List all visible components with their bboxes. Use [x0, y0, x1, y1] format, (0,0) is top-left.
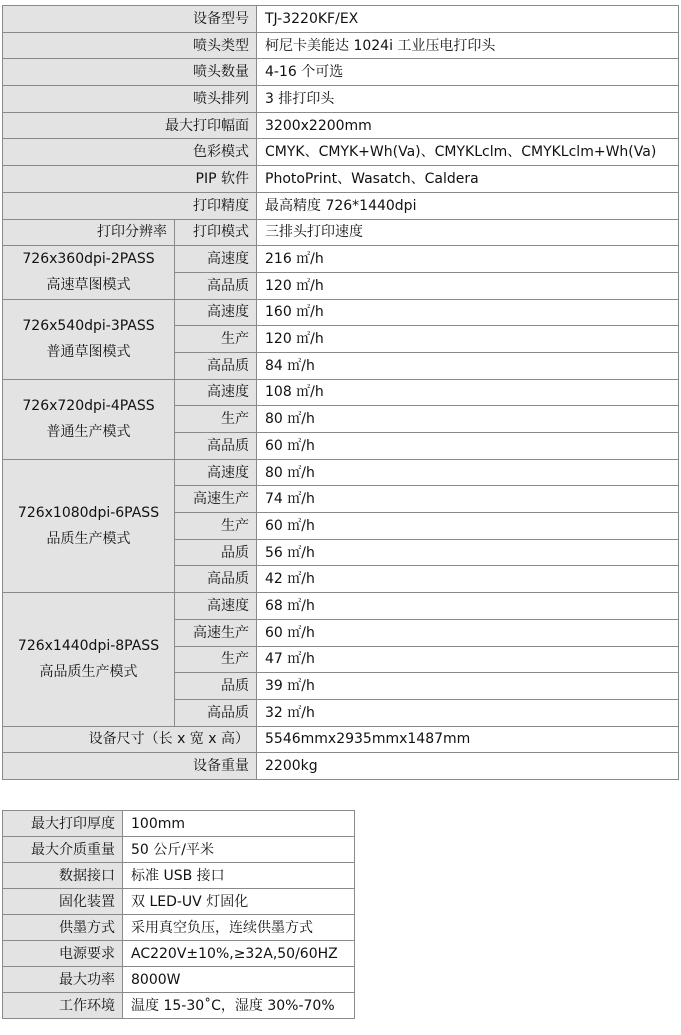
print-mode-label: 品质 — [175, 539, 257, 566]
extra-spec-label: 最大介质重量 — [3, 837, 123, 863]
resolution-group-cell — [3, 299, 175, 379]
extra-spec-label: 最大打印厚度 — [3, 811, 123, 837]
spec-label: 最大打印幅面 — [3, 112, 257, 139]
extra-spec-label: 固化装置 — [3, 889, 123, 915]
spec-value: 5546mmx2935mmx1487mm — [257, 726, 679, 753]
extra-spec-label: 数据接口 — [3, 863, 123, 889]
print-mode-label: 高速生产 — [175, 486, 257, 513]
print-mode-label: 高速度 — [175, 593, 257, 620]
spec-value: 2200kg — [257, 753, 679, 780]
resolution-group-cell — [3, 379, 175, 459]
resolution-mode-row — [3, 379, 679, 406]
print-mode-label: 高速度 — [175, 299, 257, 326]
resolution-mode-row — [3, 593, 679, 620]
spec-row — [3, 753, 679, 780]
resolution-mode-row — [3, 246, 679, 273]
mode-header-label: 打印模式 — [175, 219, 257, 246]
print-speed-value: 80 ㎡/h — [257, 459, 679, 486]
resolution-group-cell — [3, 593, 175, 726]
extra-spec-row — [3, 837, 355, 863]
print-speed-value: 120 ㎡/h — [257, 272, 679, 299]
print-speed-value: 68 ㎡/h — [257, 593, 679, 620]
print-speed-value: 32 ㎡/h — [257, 699, 679, 726]
extra-spec-value: 50 公斤/平米 — [123, 837, 355, 863]
print-speed-value: 56 ㎡/h — [257, 539, 679, 566]
print-speed-value: 47 ㎡/h — [257, 646, 679, 673]
print-speed-value: 120 ㎡/h — [257, 326, 679, 353]
spec-value: 3 排打印头 — [257, 86, 679, 113]
print-mode-label: 高品质 — [175, 699, 257, 726]
resolution-mode-name: 高品质生产模式 — [39, 664, 138, 681]
print-speed-value: 84 ㎡/h — [257, 352, 679, 379]
print-speed-value: 80 ㎡/h — [257, 406, 679, 433]
extra-spec-value: 8000W — [123, 967, 355, 993]
print-mode-label: 高品质 — [175, 433, 257, 460]
spec-value: CMYK、CMYK+Wh(Va)、CMYKLclm、CMYKLclm+Wh(Va) — [257, 139, 679, 166]
extra-spec-label: 最大功率 — [3, 967, 123, 993]
spec-row — [3, 86, 679, 113]
extra-spec-table-body — [3, 811, 355, 1019]
print-mode-label: 高速度 — [175, 246, 257, 273]
resolution-name: 726x540dpi-3PASS — [22, 318, 155, 335]
resolution-mode-name: 高速草图模式 — [46, 277, 131, 294]
resolution-mode-name: 普通生产模式 — [46, 424, 131, 441]
extra-spec-value: 温度 15-30˚C，湿度 30%-70% — [123, 993, 355, 1019]
spec-value: TJ-3220KF/EX — [257, 6, 679, 33]
spec-label: 设备尺寸（长 x 宽 x 高） — [3, 726, 257, 753]
extra-spec-row — [3, 863, 355, 889]
spec-value: 柯尼卡美能达 1024i 工业压电打印头 — [257, 32, 679, 59]
print-mode-label: 品质 — [175, 673, 257, 700]
extra-spec-label: 电源要求 — [3, 941, 123, 967]
print-mode-label: 高品质 — [175, 566, 257, 593]
print-mode-label: 生产 — [175, 406, 257, 433]
spec-row — [3, 112, 679, 139]
print-mode-label: 高品质 — [175, 272, 257, 299]
spec-row — [3, 6, 679, 33]
spec-label: PIP 软件 — [3, 166, 257, 193]
print-mode-label: 高速度 — [175, 459, 257, 486]
print-mode-label: 高速生产 — [175, 619, 257, 646]
print-mode-label: 生产 — [175, 513, 257, 540]
spec-row — [3, 166, 679, 193]
spec-label: 喷头类型 — [3, 32, 257, 59]
spec-row — [3, 139, 679, 166]
print-speed-value: 160 ㎡/h — [257, 299, 679, 326]
extra-spec-label: 工作环境 — [3, 993, 123, 1019]
extra-spec-value: AC220V±10%,≥32A,50/60HZ — [123, 941, 355, 967]
spec-row — [3, 192, 679, 219]
print-speed-value: 42 ㎡/h — [257, 566, 679, 593]
main-spec-table — [2, 5, 679, 780]
spec-label: 打印精度 — [3, 192, 257, 219]
resolution-group-cell — [3, 246, 175, 299]
spec-label: 设备重量 — [3, 753, 257, 780]
resolution-mode-name: 普通草图模式 — [46, 344, 131, 361]
extra-spec-value: 100mm — [123, 811, 355, 837]
extra-spec-row — [3, 811, 355, 837]
extra-spec-label: 供墨方式 — [3, 915, 123, 941]
resolution-name: 726x720dpi-4PASS — [22, 398, 155, 415]
extra-spec-row — [3, 889, 355, 915]
print-speed-value: 108 ㎡/h — [257, 379, 679, 406]
print-speed-value: 216 ㎡/h — [257, 246, 679, 273]
resolution-name: 726x1080dpi-6PASS — [17, 504, 160, 521]
print-speed-value: 60 ㎡/h — [257, 619, 679, 646]
main-spec-table-body — [3, 6, 679, 780]
resolution-group-cell — [3, 459, 175, 592]
resolution-name: 726x1440dpi-8PASS — [17, 638, 160, 655]
extra-spec-value: 标准 USB 接口 — [123, 863, 355, 889]
print-speed-value: 60 ㎡/h — [257, 513, 679, 540]
resolution-mode-row — [3, 299, 679, 326]
print-speed-value: 74 ㎡/h — [257, 486, 679, 513]
spec-value: 最高精度 726*1440dpi — [257, 192, 679, 219]
spec-value: 3200x2200mm — [257, 112, 679, 139]
print-mode-label: 高速度 — [175, 379, 257, 406]
print-speed-value: 39 ㎡/h — [257, 673, 679, 700]
spec-value: 4-16 个可选 — [257, 59, 679, 86]
resolution-name: 726x360dpi-2PASS — [22, 251, 155, 268]
extra-spec-table — [2, 810, 355, 1019]
resolution-header-label: 打印分辨率 — [3, 219, 175, 246]
print-mode-label: 生产 — [175, 646, 257, 673]
spec-label: 喷头排列 — [3, 86, 257, 113]
print-speed-value: 60 ㎡/h — [257, 433, 679, 460]
print-mode-label: 高品质 — [175, 352, 257, 379]
speed-header-label: 三排头打印速度 — [257, 219, 679, 246]
extra-spec-value: 采用真空负压，连续供墨方式 — [123, 915, 355, 941]
resolution-mode-name: 品质生产模式 — [46, 530, 131, 547]
spec-label: 色彩模式 — [3, 139, 257, 166]
print-mode-label: 生产 — [175, 326, 257, 353]
extra-spec-value: 双 LED-UV 灯固化 — [123, 889, 355, 915]
spec-label: 设备型号 — [3, 6, 257, 33]
resolution-mode-row — [3, 459, 679, 486]
extra-spec-row — [3, 993, 355, 1019]
extra-spec-row — [3, 967, 355, 993]
extra-spec-row — [3, 941, 355, 967]
spec-row — [3, 726, 679, 753]
extra-spec-row — [3, 915, 355, 941]
spec-row — [3, 32, 679, 59]
spec-row — [3, 59, 679, 86]
spec-label: 喷头数量 — [3, 59, 257, 86]
resolution-header-row — [3, 219, 679, 246]
spec-value: PhotoPrint、Wasatch、Caldera — [257, 166, 679, 193]
